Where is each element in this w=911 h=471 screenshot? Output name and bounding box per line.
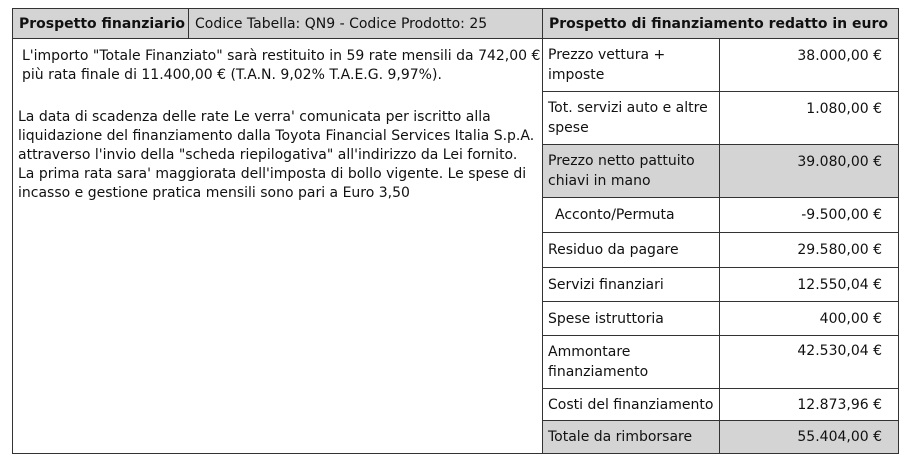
repayment-note: L'importo "Totale Finanziato" sarà restituito in 59 rate mensili da 742,00 € più rata finale di 11.400,00 € (T.A.N. 9,02% T.A.E.G. 9,97%). xyxy=(22,48,541,83)
row-label-financial-services: Servizi finanziari xyxy=(548,276,664,293)
row-label-remaining: Residuo da pagare xyxy=(548,242,679,258)
row-value-processing-fees: 400,00 € xyxy=(819,310,882,327)
row-value-services: 1.080,00 € xyxy=(806,101,882,117)
right-section-title: Prospetto di finanziamento redatto in euro xyxy=(543,9,898,38)
due-date-note: La data di scadenza delle rate Le verra' comunicata per iscritto alla liquidazione del finanziamento dalla Toyota Financial Services Italia S.p.A. attraverso l'invio della "scheda riepilogativa" all'indirizzo da Lei fornito. La prima rata sara' maggiorata dell'imposta di bollo vigente. Le spese di incasso e gestione pratica mensili sono pari a Euro 3,50 xyxy=(18,109,535,201)
row-value-net-price: 39.080,00 € xyxy=(720,145,898,197)
row-label-total-repayment: Totale da rimborsare xyxy=(543,421,719,453)
row-value-remaining: 29.580,00 € xyxy=(797,242,882,258)
row-value-total-repayment: 55.404,00 € xyxy=(720,421,898,453)
row-label-financing-costs: Costi del finanziamento xyxy=(548,396,714,413)
row-value-financial-services: 12.550,04 € xyxy=(797,276,882,293)
row-value-financing-costs: 12.873,96 € xyxy=(797,396,882,413)
left-section-title: Prospetto finanziario xyxy=(13,9,188,38)
row-value-down-payment: -9.500,00 € xyxy=(801,207,882,223)
row-label-down-payment: Acconto/Permuta xyxy=(555,207,675,223)
table-product-codes: Codice Tabella: QN9 - Codice Prodotto: 25 xyxy=(189,9,542,38)
row-label-net-price: Prezzo netto pattuito chiavi in mano xyxy=(543,145,719,197)
row-value-financed-amount: 42.530,04 € xyxy=(797,343,882,359)
header-divider xyxy=(188,8,189,39)
row-label-financed-amount: Ammontare finanziamento xyxy=(548,344,649,380)
row-value-vehicle-price: 38.000,00 € xyxy=(797,48,882,64)
row-label-processing-fees: Spese istruttoria xyxy=(548,310,664,327)
row-label-vehicle-price: Prezzo vettura + imposte xyxy=(548,47,666,83)
row-label-services: Tot. servizi auto e altre spese xyxy=(548,100,708,136)
